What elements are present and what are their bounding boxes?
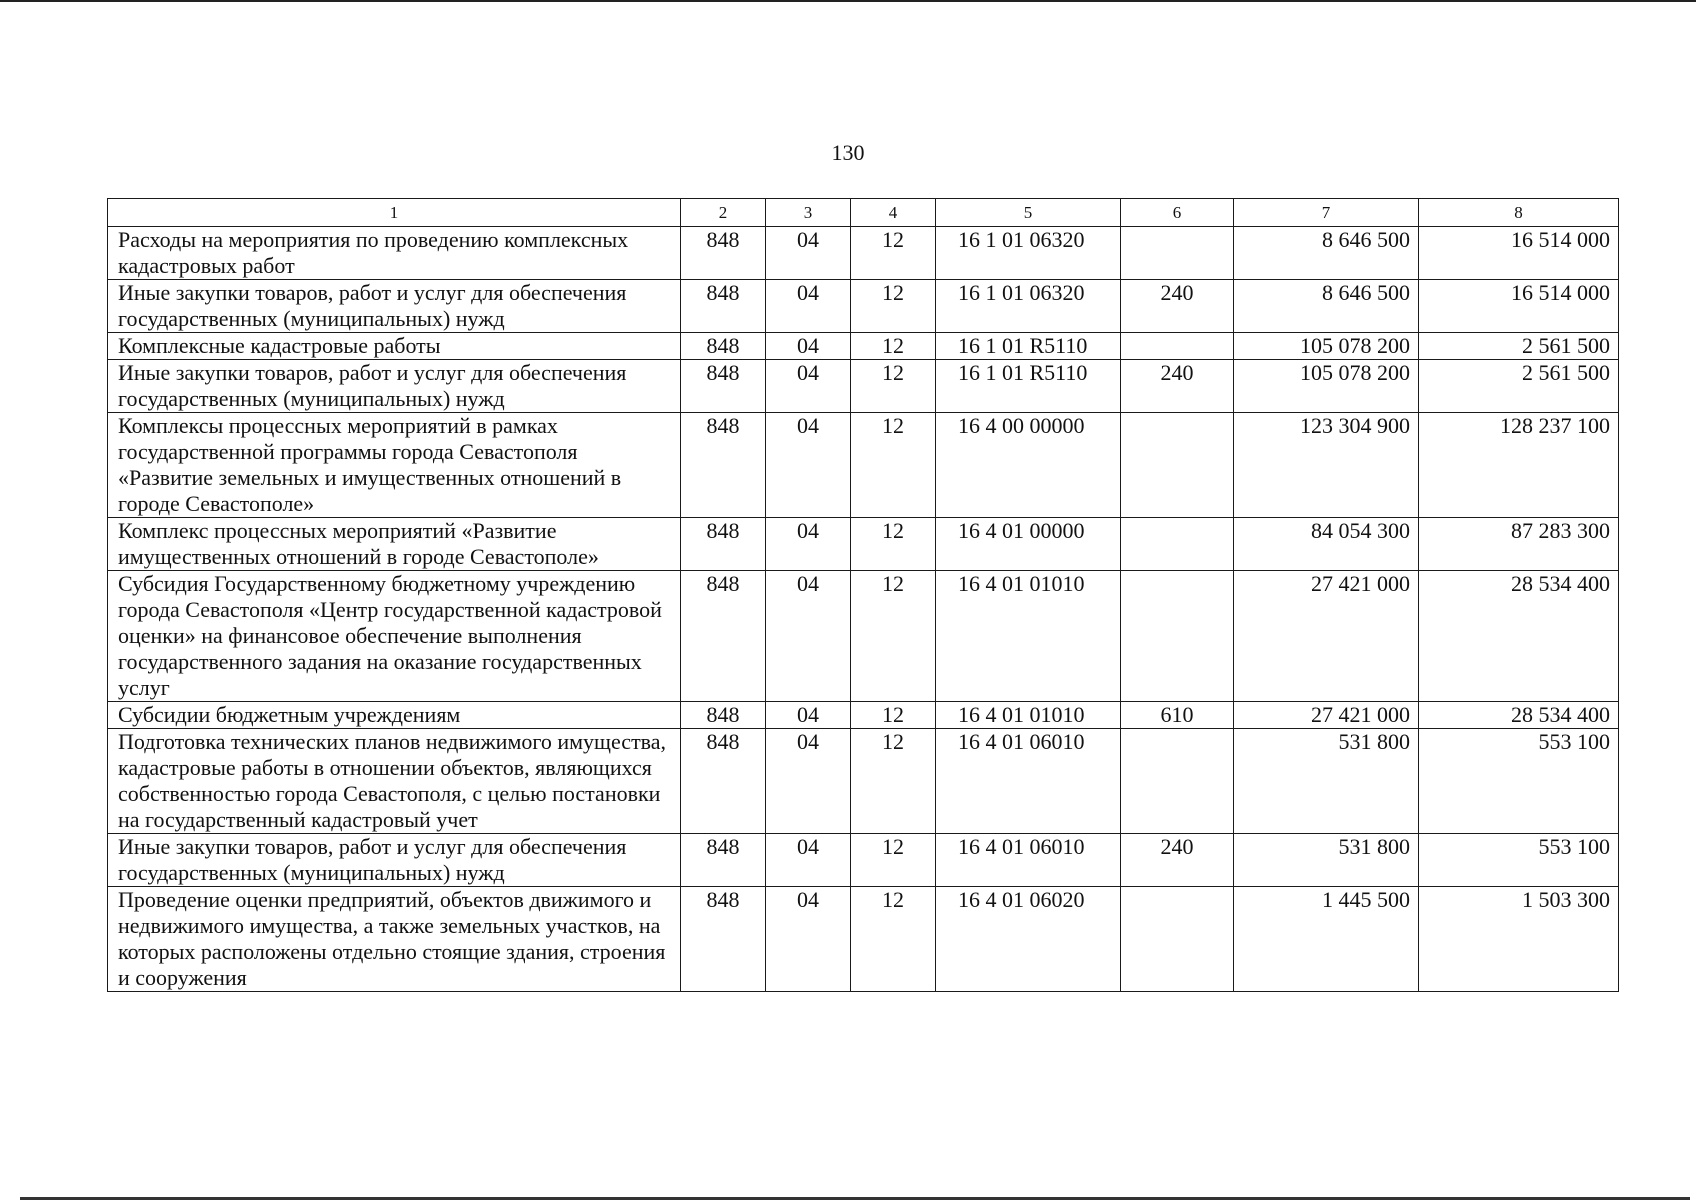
row-name-cell: Расходы на мероприятия по проведению комплексных кадастровых работ bbox=[108, 227, 681, 280]
column-header: 6 bbox=[1121, 199, 1234, 227]
amount-col8-cell: 28 534 400 bbox=[1419, 571, 1619, 702]
subsection-cell: 12 bbox=[851, 280, 936, 333]
ved-cell: 848 bbox=[681, 518, 766, 571]
row-name-cell: Иные закупки товаров, работ и услуг для обеспечения государственных (муниципальных) нужд bbox=[108, 280, 681, 333]
subsection-cell: 12 bbox=[851, 702, 936, 729]
column-header: 4 bbox=[851, 199, 936, 227]
budget-table bbox=[107, 198, 1619, 992]
subsection-cell: 12 bbox=[851, 571, 936, 702]
column-header: 8 bbox=[1419, 199, 1619, 227]
section-cell: 04 bbox=[766, 702, 851, 729]
expense-type-cell: 610 bbox=[1121, 702, 1234, 729]
amount-col8-cell: 87 283 300 bbox=[1419, 518, 1619, 571]
table-row bbox=[108, 413, 1619, 518]
target-article-cell: 16 4 01 06010 bbox=[936, 834, 1121, 887]
subsection-cell: 12 bbox=[851, 834, 936, 887]
section-cell: 04 bbox=[766, 280, 851, 333]
amount-col7-cell: 123 304 900 bbox=[1234, 413, 1419, 518]
expense-type-cell: 240 bbox=[1121, 360, 1234, 413]
target-article-cell: 16 1 01 06320 bbox=[936, 227, 1121, 280]
amount-col7-cell: 105 078 200 bbox=[1234, 333, 1419, 360]
amount-col8-cell: 16 514 000 bbox=[1419, 280, 1619, 333]
subsection-cell: 12 bbox=[851, 887, 936, 992]
target-article-cell: 16 1 01 R5110 bbox=[936, 333, 1121, 360]
column-header: 5 bbox=[936, 199, 1121, 227]
table-row bbox=[108, 518, 1619, 571]
table-row bbox=[108, 571, 1619, 702]
table-row bbox=[108, 887, 1619, 992]
amount-col8-cell: 553 100 bbox=[1419, 834, 1619, 887]
subsection-cell: 12 bbox=[851, 518, 936, 571]
expense-type-cell: 240 bbox=[1121, 834, 1234, 887]
target-article-cell: 16 4 00 00000 bbox=[936, 413, 1121, 518]
row-name-cell: Комплексные кадастровые работы bbox=[108, 333, 681, 360]
page-number: 130 bbox=[831, 140, 865, 165]
amount-col7-cell: 531 800 bbox=[1234, 834, 1419, 887]
subsection-cell: 12 bbox=[851, 729, 936, 834]
column-header: 1 bbox=[108, 199, 681, 227]
target-article-cell: 16 4 01 00000 bbox=[936, 518, 1121, 571]
amount-col8-cell: 2 561 500 bbox=[1419, 360, 1619, 413]
row-name-cell: Субсидия Государственному бюджетному учреждению города Севастополя «Центр государственной кадастровой оценки» на финансовое обеспечение выполнения государственного задания на оказание государственных услуг bbox=[108, 571, 681, 702]
row-name-cell: Комплексы процессных мероприятий в рамках государственной программы города Севастополя «Развитие земельных и имущественных отношений в городе Севастополе» bbox=[108, 413, 681, 518]
expense-type-cell bbox=[1121, 887, 1234, 992]
amount-col7-cell: 531 800 bbox=[1234, 729, 1419, 834]
amount-col8-cell: 2 561 500 bbox=[1419, 333, 1619, 360]
expense-type-cell: 240 bbox=[1121, 280, 1234, 333]
amount-col8-cell: 128 237 100 bbox=[1419, 413, 1619, 518]
section-cell: 04 bbox=[766, 571, 851, 702]
section-cell: 04 bbox=[766, 887, 851, 992]
table-row bbox=[108, 729, 1619, 834]
target-article-cell: 16 4 01 01010 bbox=[936, 702, 1121, 729]
top-edge-rule bbox=[0, 0, 1696, 2]
table-row bbox=[108, 360, 1619, 413]
row-name-cell: Иные закупки товаров, работ и услуг для обеспечения государственных (муниципальных) нужд bbox=[108, 834, 681, 887]
expense-type-cell bbox=[1121, 571, 1234, 702]
table-row bbox=[108, 227, 1619, 280]
amount-col8-cell: 553 100 bbox=[1419, 729, 1619, 834]
ved-cell: 848 bbox=[681, 571, 766, 702]
row-name-cell: Субсидии бюджетным учреждениям bbox=[108, 702, 681, 729]
ved-cell: 848 bbox=[681, 834, 766, 887]
row-name-cell: Подготовка технических планов недвижимого имущества, кадастровые работы в отношении объектов, являющихся собственностью города Севастополя, с целью постановки на государственный кадастровый учет bbox=[108, 729, 681, 834]
subsection-cell: 12 bbox=[851, 227, 936, 280]
expense-type-cell bbox=[1121, 333, 1234, 360]
subsection-cell: 12 bbox=[851, 360, 936, 413]
column-number-row bbox=[108, 199, 1619, 227]
target-article-cell: 16 1 01 06320 bbox=[936, 280, 1121, 333]
amount-col7-cell: 27 421 000 bbox=[1234, 571, 1419, 702]
amount-col8-cell: 1 503 300 bbox=[1419, 887, 1619, 992]
subsection-cell: 12 bbox=[851, 333, 936, 360]
expense-type-cell bbox=[1121, 227, 1234, 280]
section-cell: 04 bbox=[766, 333, 851, 360]
ved-cell: 848 bbox=[681, 702, 766, 729]
expense-type-cell bbox=[1121, 413, 1234, 518]
target-article-cell: 16 4 01 06020 bbox=[936, 887, 1121, 992]
row-name-cell: Комплекс процессных мероприятий «Развитие имущественных отношений в городе Севастополе» bbox=[108, 518, 681, 571]
row-name-cell: Иные закупки товаров, работ и услуг для обеспечения государственных (муниципальных) нужд bbox=[108, 360, 681, 413]
section-cell: 04 bbox=[766, 227, 851, 280]
ved-cell: 848 bbox=[681, 227, 766, 280]
section-cell: 04 bbox=[766, 518, 851, 571]
section-cell: 04 bbox=[766, 413, 851, 518]
amount-col8-cell: 28 534 400 bbox=[1419, 702, 1619, 729]
subsection-cell: 12 bbox=[851, 413, 936, 518]
ved-cell: 848 bbox=[681, 360, 766, 413]
section-cell: 04 bbox=[766, 834, 851, 887]
ved-cell: 848 bbox=[681, 413, 766, 518]
amount-col7-cell: 8 646 500 bbox=[1234, 227, 1419, 280]
target-article-cell: 16 4 01 01010 bbox=[936, 571, 1121, 702]
ved-cell: 848 bbox=[681, 729, 766, 834]
amount-col7-cell: 8 646 500 bbox=[1234, 280, 1419, 333]
table-row bbox=[108, 333, 1619, 360]
amount-col7-cell: 1 445 500 bbox=[1234, 887, 1419, 992]
amount-col7-cell: 27 421 000 bbox=[1234, 702, 1419, 729]
ved-cell: 848 bbox=[681, 887, 766, 992]
expense-type-cell bbox=[1121, 518, 1234, 571]
section-cell: 04 bbox=[766, 360, 851, 413]
amount-col7-cell: 105 078 200 bbox=[1234, 360, 1419, 413]
target-article-cell: 16 1 01 R5110 bbox=[936, 360, 1121, 413]
table-row bbox=[108, 702, 1619, 729]
column-header: 3 bbox=[766, 199, 851, 227]
target-article-cell: 16 4 01 06010 bbox=[936, 729, 1121, 834]
column-header: 2 bbox=[681, 199, 766, 227]
row-name-cell: Проведение оценки предприятий, объектов движимого и недвижимого имущества, а также земельных участков, на которых расположены отдельно стоящие здания, строения и сооружения bbox=[108, 887, 681, 992]
amount-col7-cell: 84 054 300 bbox=[1234, 518, 1419, 571]
expense-type-cell bbox=[1121, 729, 1234, 834]
amount-col8-cell: 16 514 000 bbox=[1419, 227, 1619, 280]
ved-cell: 848 bbox=[681, 333, 766, 360]
column-header: 7 bbox=[1234, 199, 1419, 227]
table-row bbox=[108, 280, 1619, 333]
table-row bbox=[108, 834, 1619, 887]
section-cell: 04 bbox=[766, 729, 851, 834]
ved-cell: 848 bbox=[681, 280, 766, 333]
